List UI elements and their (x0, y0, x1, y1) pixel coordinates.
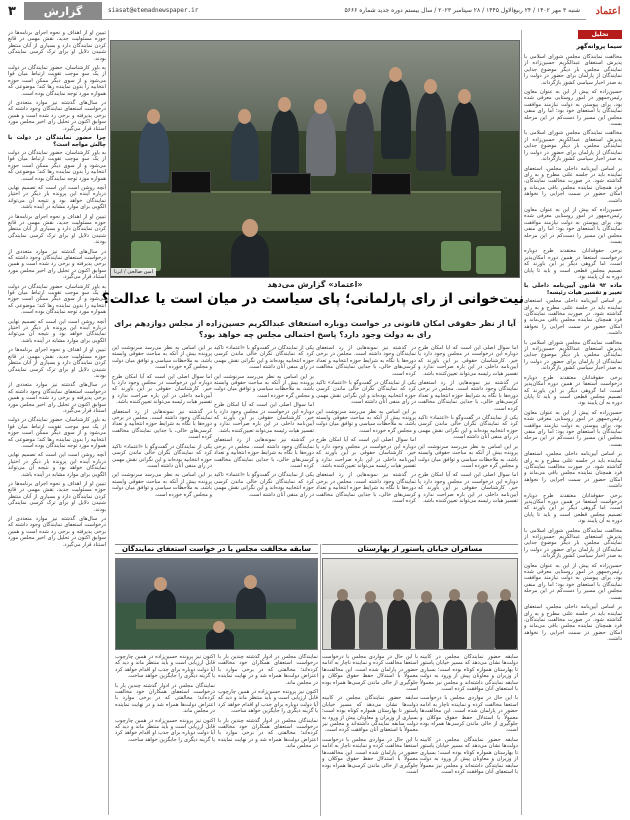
paragraph: به باور کارشناسان، حضور نمایندگان در دولت از یک سو موجب تقویت ارتباط میان قوا می‌شود و از سوی دیگر ممکن است حوزه انتخابیه را بدون نماینده رها کند؛ موضوعی که همواره مورد توجه نمایندگان بوده است. (8, 283, 106, 316)
date-line: شنبه ۳ مهر ۱۴۰۲ / ۲۴ ربیع‌الاول ۱۴۴۵ / ۲۸ سپتامبر ۲۰۲۳ / سال بیستم دوره جدید شماره ۵۶۶۶ (344, 7, 580, 14)
paragraph: بر این اساس به نظر می‌رسد سرنوشت این پرونده بیش از آنکه به مباحث حقوقی وابسته باشد، به ملاحظات سیاسی و توافق میان دولت و مجلس گره خورده است. (316, 408, 416, 434)
photo-monitor (171, 171, 211, 193)
author-line: سیما پروانه‌گهر (576, 43, 622, 50)
column-divider (521, 30, 522, 815)
paragraph: بر این اساس به نظر می‌رسد سرنوشت این پرونده بیش از آنکه به مباحث حقوقی وابسته باشد، به ملاحظات سیاسی و توافق میان دولت و مجلس گره خورده است. (214, 373, 314, 399)
paragraph: اکنون نیز پرونده حسین‌زاده در همین چارچوب قابل ارزیابی است و باید منتظر ماند و دید که آیا دولت دوباره برای جذب او اقدام خواهد کرد یا گزینه دیگری را جایگزین خواهد ساخت. (218, 689, 318, 715)
page-header (0, 0, 630, 22)
paragraph: سابقه حضور نمایندگان مجلس در کابینه دولت‌ها نشان می‌دهد که مسیر خیابان پاستور تا بهارستان همواره کوتاه بوده است؛ بسیاری از وزیران و معاونان پیش از ورود به دولت سابقه نمایندگی داشته‌اند و مجلس نیز معمولاً با استعفای آنان موافقت کرده است. (420, 654, 518, 693)
bottom-column-2 (322, 654, 418, 816)
photo-figure-head (278, 97, 291, 112)
paragraph: به باور کارشناسان، حضور نمایندگان در دولت از یک سو موجب تقویت ارتباط میان قوا می‌شود و از سوی دیگر ممکن است حوزه انتخابیه را بدون نماینده رها کند؛ موضوعی که همواره مورد توجه نمایندگان بوده است. (8, 149, 106, 182)
paragraph: اما سوال اصلی این است که آیا امکان طرح دوباره این درخواست در مجلس وجود دارد یا خیر. کارشناسان حقوقی بر این باورند که آیین‌نامه داخلی در این باره صراحت ندارد و تفسیر هیات رئیسه می‌تواند تعیین‌کننده باشد. (418, 345, 518, 377)
paragraph: با این حال در مواردی مجلس با درخواست استعفا مخالفت کرده و نماینده ناچار به ادامه حضور در پارلمان شده است. این مخالفت‌ها معمولاً با استدلال حفظ حقوق موکلان و جلوگیری از خالی ماندن کرسی‌ها همراه بوده است. (322, 736, 418, 775)
archival-group-photo (322, 558, 518, 650)
photo-figure (231, 121, 259, 181)
photo-speaker-head (242, 219, 258, 237)
paragraph: مخالفت نمایندگان مجلس شورای اسلامی با پذیرش استعفای عبدالکریم حسین‌زاده از نمایندگی مجلس، بار دیگر موضوع جدایی نمایندگان از پارلمان برای حضور در دولت را به صدر اخبار سیاسی کشور بازگرداند. (524, 339, 622, 372)
photo-figure-head (421, 591, 432, 603)
photo-figure (416, 91, 446, 171)
bottom-column-1 (420, 654, 518, 816)
photo-figure-head (244, 575, 257, 589)
section2-title: مسافران خیابان پاستور از بهارستان (322, 544, 518, 554)
photo-monitor (371, 173, 411, 195)
photo-figure-head (238, 109, 251, 124)
photo-caption: امین صالحی / ایرنا (111, 268, 156, 276)
photo-figure (495, 599, 517, 649)
photo-figure-head (393, 589, 404, 601)
header-meta (102, 2, 586, 20)
article-subtitle: آیا از نظر حقوقی امکان قانونی در خواست دوباره استعفای عبدالکریم حسین‌زاده از مجلس دوازدهم برای رای به دولت وجود دارد؟ پاسخ احتمالی مجلس چه خواهد بود؟ (114, 319, 516, 339)
paragraph: اکنون نیز پرونده حسین‌زاده در همین چارچوب قابل ارزیابی است و باید منتظر ماند و دید که آیا دولت دوباره برای جذب او اقدام خواهد کرد یا گزینه دیگری را جایگزین خواهد ساخت. (115, 717, 215, 743)
left-column-text (8, 30, 106, 816)
photo-figure-head (314, 99, 327, 114)
photo-figure (359, 601, 383, 649)
paragraph: حسین‌زاده که پیش از این به عنوان معاون رئیس‌جمهور در امور روستایی معرفی شده بود، برای پیوستن به دولت نیازمند موافقت نمایندگان با استعفای خود بود؛ اما رای منفی مجلس این مسیر را دست‌کم در این مرحله بست. (524, 89, 622, 128)
photo-figure (387, 599, 411, 649)
paragraph: بر اساس آیین‌نامه داخلی مجلس، استعفای نماینده باید در جلسه علنی مطرح و به رای گذاشته شود. در صورت مخالفت نمایندگان، فرد همچنان نماینده مجلس باقی می‌ماند و امکان حضور در سمت اجرایی را نخواهد داشت. (524, 451, 622, 490)
paragraph: در گذشته نیز نمونه‌هایی از رد استعفای نمایندگان وجود داشته است. مجلس در برخی دوره‌ها با نگاه به شرایط حوزه انتخابیه و تعداد کرسی‌های خالی، با جدایی نمایندگان مخالفت کرده است. (418, 380, 518, 412)
photo-monitor (271, 173, 311, 195)
paragraph: به باور کارشناسان، حضور نمایندگان در دولت از یک سو موجب تقویت ارتباط میان قوا می‌شود و از سوی دیگر ممکن است حوزه انتخابیه را بدون نماینده رها کند؛ موضوعی که همواره مورد توجه نمایندگان بوده است. (8, 417, 106, 449)
photo-figure-head (353, 89, 366, 104)
paragraph: اما سوال اصلی این است که آیا امکان طرح دوباره این درخواست در مجلس وجود دارد یا خیر. کارشناسان حقوقی بر این باورند که آیین‌نامه داخلی در این باره صراحت ندارد و تفسیر هیات رئیسه می‌تواند تعیین‌کننده باشد. (214, 402, 314, 434)
photo-figure-head (337, 589, 348, 601)
right-column-text (524, 54, 622, 816)
paragraph: تبیین او از اهداف و نحوه اجرای برنامه‌ها در حوزه مسئولیت جدید، نقش مهمی در قانع کردن نمایندگان دارد و بسیاری از آنان منتظر شنیدن دلایل او برای ترک کرسی نمایندگی بودند. (8, 213, 106, 246)
paragraph: یکی از نمایندگان در گفت‌وگو با «اعتماد» تاکید کرد که نمایندگان نگران خالی ماندن کرسی حوزه انتخابیه بوده‌اند و این نگرانی نقش مهمی در رای منفی آنان داشته است. (214, 345, 314, 371)
column-divider (108, 30, 109, 815)
photo-figure (471, 601, 495, 649)
photo-figure-head (213, 621, 225, 633)
subheading: ماده ۹۲ قانون آیین‌نامه داخلی با تغییر و تفسیر هیات رئیسه! (524, 283, 622, 296)
paragraph: برخی حقوقدانان معتقدند طرح دوباره درخواست استعفا در همین دوره امکان‌پذیر است، اما گروهی دیگر بر این باورند که تصمیم مجلس قطعی است و باید تا پایان دوره به آن پایبند بود. (524, 248, 622, 280)
photo-figure-head (154, 577, 167, 591)
paragraph: در سال‌های گذشته نیز موارد متعددی از درخواست استعفای نمایندگان وجود داشته که برخی پذیرفته و برخی رد شده است و همین سوابق اکنون در تحلیل رای اخیر مجلس مورد استناد قرار می‌گیرد. (8, 382, 106, 414)
paragraph: بر این اساس به نظر می‌رسد سرنوشت این پرونده بیش از آنکه به مباحث حقوقی وابسته باشد، به ملاحظات سیاسی و توافق میان دولت و مجلس گره خورده است. (112, 345, 212, 371)
photo-speaker (231, 233, 269, 278)
paragraph: نمایندگان مجلس در ادوار گذشته چندین بار با درخواست استعفای همکاران خود مخالفت کرده‌اند؛ مخالفتی که در برخی موارد با اعتراض دولت‌ها همراه شد و در نهایت نماینده در مجلس ماند. (218, 654, 318, 686)
paragraph: در سال‌های گذشته نیز موارد متعددی از درخواست استعفای نمایندگان وجود داشته که برخی پذیرفته و برخی رد شده است و همین سوابق اکنون در تحلیل رای اخیر مجلس مورد استناد قرار می‌گیرد. (8, 516, 106, 548)
paragraph: حسین‌زاده که پیش از این به عنوان معاون رئیس‌جمهور در امور روستایی معرفی شده بود، برای پیوستن به دولت نیازمند موافقت نمایندگان با استعفای خود بود؛ اما رای منفی مجلس این مسیر را دست‌کم در این مرحله بست. (524, 562, 622, 601)
paragraph: مخالفت نمایندگان مجلس شورای اسلامی با پذیرش استعفای عبدالکریم حسین‌زاده از نمایندگی مجلس، بار دیگر موضوع جدایی نمایندگان از پارلمان برای حضور در دولت را به صدر اخبار سیاسی کشور بازگرداند. (524, 130, 622, 163)
photo-figure (443, 599, 467, 649)
paragraph: یکی از نمایندگان در گفت‌وگو با «اعتماد» تاکید کرد که نمایندگان نگران خالی ماندن کرسی حوزه انتخابیه بوده‌اند و این نگرانی نقش مهمی در رای منفی آنان داشته است. (418, 415, 518, 441)
paragraph: بر اساس آیین‌نامه داخلی مجلس، استعفای نماینده باید در جلسه علنی مطرح و به رای گذاشته شود. در صورت مخالفت نمایندگان، فرد همچنان نماینده مجلس باقی می‌ماند و امکان حضور در سمت اجرایی را نخواهد داشت. (524, 298, 622, 337)
parliament-session-photo (115, 558, 318, 650)
paragraph: با این حال در مواردی مجلس با درخواست استعفا مخالفت کرده و نماینده ناچار به ادامه حضور در پارلمان شده است. این مخالفت‌ها معمولاً با استدلال حفظ حقوق موکلان و جلوگیری از خالی ماندن کرسی‌ها همراه بوده است. (322, 654, 418, 693)
paragraph: تبیین او از اهداف و نحوه اجرای برنامه‌ها در حوزه مسئولیت جدید، نقش مهمی در قانع کردن نمایندگان دارد و بسیاری از آنان منتظر شنیدن دلایل او برای ترک کرسی نمایندگی بودند. (8, 481, 106, 513)
mid-column-1 (418, 345, 518, 540)
paragraph: آنچه روشن است این است که تصمیم نهایی درباره آینده این پرونده بار دیگر در اختیار نمایندگان خواهد بود و نتیجه آن می‌تواند الگویی برای موارد مشابه در آینده باشد. (8, 318, 106, 344)
category-tag: تحلیل (578, 30, 622, 39)
paragraph: اما سوال اصلی این است که آیا امکان طرح دوباره این درخواست در مجلس وجود دارد یا خیر. کارشناسان حقوقی بر این باورند که آیین‌نامه داخلی در این باره صراحت ندارد و تفسیر هیات رئیسه می‌تواند تعیین‌کننده باشد. (316, 437, 416, 469)
paragraph: تبیین او از اهداف و نحوه اجرای برنامه‌ها در حوزه مسئولیت جدید، نقش مهمی در قانع کردن نمایندگان دارد و بسیاری از آنان منتظر شنیدن دلایل او برای ترک کرسی نمایندگی بودند. (8, 30, 106, 62)
paragraph: در سال‌های گذشته نیز موارد متعددی از درخواست استعفای نمایندگان وجود داشته که برخی پذیرفته و برخی رد شده است و همین سوابق اکنون در تحلیل رای اخیر مجلس مورد استناد قرار می‌گیرد. (8, 100, 106, 132)
paragraph: یکی از نمایندگان در گفت‌وگو با «اعتماد» تاکید کرد که نمایندگان نگران خالی ماندن کرسی حوزه انتخابیه بوده‌اند و این نگرانی نقش مهمی در رای منفی آنان داشته است. (214, 472, 314, 498)
paragraph: به باور کارشناسان، حضور نمایندگان در دولت از یک سو موجب تقویت ارتباط میان قوا می‌شود و از سوی دیگر ممکن است حوزه انتخابیه را بدون نماینده رها کند؛ موضوعی که همواره مورد توجه نمایندگان بوده است. (8, 65, 106, 97)
paragraph: برخی حقوقدانان معتقدند طرح دوباره درخواست استعفا در همین دوره امکان‌پذیر است، اما گروهی دیگر بر این باورند که تصمیم مجلس قطعی است و باید تا پایان دوره به آن پایبند بود. (524, 374, 622, 407)
section3-title: سابقه مخالفت مجلس با در خواست استعفای نمایندگان (115, 544, 318, 554)
photo-figure-head (389, 67, 402, 82)
paragraph: در گذشته نیز نمونه‌هایی از رد استعفای نمایندگان وجود داشته است. مجلس در برخی دوره‌ها با نگاه به شرایط حوزه انتخابیه و تعداد کرسی‌های خالی، با جدایی نمایندگان مخالفت کرده است. (112, 408, 212, 441)
website-link[interactable]: siasat@etemadnewspaper.ir (108, 7, 199, 14)
photo-figure-head (449, 589, 460, 601)
paragraph: نمایندگان مجلس در ادوار گذشته چندین بار با درخواست استعفای همکاران خود مخالفت کرده‌اند؛ مخالفتی که در برخی موارد با اعتراض دولت‌ها همراه شد و در نهایت نماینده در مجلس ماند. (115, 682, 215, 715)
mid-column-3 (214, 345, 314, 540)
photo-figure (271, 109, 299, 177)
main-photo-parliament (110, 40, 520, 278)
photo-figure-head (147, 109, 160, 124)
paragraph: اما سوال اصلی این است که آیا امکان طرح دوباره این درخواست در مجلس وجود دارد یا خیر. کارشناسان حقوقی بر این باورند که آیین‌نامه داخلی در این باره صراحت ندارد و تفسیر هیات رئیسه می‌تواند تعیین‌کننده باشد. (112, 373, 212, 406)
paragraph: تبیین او از اهداف و نحوه اجرای برنامه‌ها در حوزه مسئولیت جدید، نقش مهمی در قانع کردن نمایندگان دارد و بسیاری از آنان منتظر شنیدن دلایل او برای ترک کرسی نمایندگی بودند. (8, 347, 106, 379)
paragraph: در سال‌های گذشته نیز موارد متعددی از درخواست استعفای نمایندگان وجود داشته که برخی پذیرفته و برخی رد شده است و همین سوابق اکنون در تحلیل رای اخیر مجلس مورد استناد قرار می‌گیرد. (8, 248, 106, 281)
photo-figure (306, 111, 336, 176)
mid-column-2 (316, 345, 416, 540)
page-number: ۳ (8, 3, 16, 19)
photo-figure (451, 101, 479, 176)
paragraph: آنچه روشن است این است که تصمیم نهایی درباره آینده این پرونده بار دیگر در اختیار نمایندگان خواهد بود و نتیجه آن می‌تواند الگویی برای موارد مشابه در آینده باشد. (8, 184, 106, 211)
paragraph: یکی از نمایندگان در گفت‌وگو با «اعتماد» تاکید کرد که نمایندگان نگران خالی ماندن کرسی حوزه انتخابیه بوده‌اند و این نگرانی نقش مهمی در رای منفی آنان داشته است. (112, 443, 212, 469)
photo-figure-head (500, 589, 511, 601)
paragraph: مخالفت نمایندگان مجلس شورای اسلامی با پذیرش استعفای عبدالکریم حسین‌زاده از نمایندگی مجلس، بار دیگر موضوع جدایی نمایندگان از پارلمان برای حضور در دولت را به صدر اخبار سیاسی کشور بازگرداند. (524, 527, 622, 560)
article-kicker: «اعتماد» گزارش می‌دهد (267, 280, 363, 289)
photo-figure (415, 601, 439, 649)
paragraph: بر این اساس به نظر می‌رسد سرنوشت این پرونده بیش از آنکه به مباحث حقوقی وابسته باشد، به ملاحظات سیاسی و توافق میان دولت و مجلس گره خورده است. (112, 472, 212, 498)
bottom-column-3 (218, 654, 318, 816)
column-divider (320, 544, 321, 816)
paragraph: آنچه روشن است این است که تصمیم نهایی درباره آینده این پرونده بار دیگر در اختیار نمایندگان خواهد بود و نتیجه آن می‌تواند الگویی برای موارد مشابه در آینده باشد. (8, 452, 106, 478)
mid-column-4 (112, 345, 212, 540)
photo-figure-head (365, 591, 376, 603)
paragraph: بر اساس آیین‌نامه داخلی مجلس، استعفای نماینده باید در جلسه علنی مطرح و به رای گذاشته شود. در صورت مخالفت نمایندگان، فرد همچنان نماینده مجلس باقی می‌ماند و امکان حضور در سمت اجرایی را نخواهد داشت. (524, 165, 622, 204)
paragraph: در گذشته نیز نمونه‌هایی از رد استعفای نمایندگان وجود داشته است. مجلس در برخی دوره‌ها با نگاه به شرایط حوزه انتخابیه و تعداد کرسی‌های خالی، با جدایی نمایندگان مخالفت کرده است. (214, 437, 314, 469)
photo-figure (331, 599, 355, 649)
paragraph: برخی حقوقدانان معتقدند طرح دوباره درخواست استعفا در همین دوره امکان‌پذیر است، اما گروهی دیگر بر این باورند که تصمیم مجلس قطعی است و باید تا پایان دوره به آن پایبند بود. (524, 492, 622, 525)
paragraph: حسین‌زاده که پیش از این به عنوان معاون رئیس‌جمهور در امور روستایی معرفی شده بود، برای پیوستن به دولت نیازمند موافقت نمایندگان با استعفای خود بود؛ اما رای منفی مجلس این مسیر را دست‌کم در این مرحله بست. (524, 409, 622, 448)
article-headline: نیت‌خوانی از رای پارلمانی؛ پای سیاست در میان است یا عدالت؟ (101, 291, 524, 307)
photo-figure-head (458, 89, 471, 104)
paragraph: یکی از نمایندگان در گفت‌وگو با «اعتماد» تاکید کرد که نمایندگان نگران خالی ماندن کرسی حوزه انتخابیه بوده‌اند و این نگرانی نقش مهمی در رای منفی آنان داشته است. (316, 380, 416, 406)
photo-background (323, 559, 517, 599)
paragraph: اما سوال اصلی این است که آیا امکان طرح دوباره این درخواست در مجلس وجود دارد یا خیر. کارشناسان حقوقی بر این باورند که آیین‌نامه داخلی در این باره صراحت ندارد و تفسیر هیات رئیسه می‌تواند تعیین‌کننده باشد. (418, 472, 518, 504)
photo-figure (139, 121, 169, 183)
subheading: چرا حضور نمایندگان در دولت با چالش مواجه است؟ (8, 135, 106, 148)
photo-chair (131, 241, 161, 271)
paragraph: نمایندگان مجلس در ادوار گذشته چندین بار با درخواست استعفای همکاران خود مخالفت کرده‌اند؛ مخالفتی که در برخی موارد با اعتراض دولت‌ها همراه شد و در نهایت نماینده در مجلس ماند. (218, 717, 318, 750)
paragraph: اکنون نیز پرونده حسین‌زاده در همین چارچوب قابل ارزیابی است و باید منتظر ماند و دید که آیا دولت دوباره برای جذب او اقدام خواهد کرد یا گزینه دیگری را جایگزین خواهد ساخت. (115, 654, 215, 680)
paragraph: در گذشته نیز نمونه‌هایی از رد استعفای نمایندگان وجود داشته است. مجلس در برخی دوره‌ها با نگاه به شرایط حوزه انتخابیه و تعداد کرسی‌های خالی، با جدایی نمایندگان مخالفت کرده است. (316, 345, 416, 377)
photo-figure (346, 101, 374, 173)
paragraph: در گذشته نیز نمونه‌هایی از رد استعفای نمایندگان وجود داشته است. مجلس در برخی دوره‌ها با نگاه به شرایط حوزه انتخابیه و تعداد کرسی‌های خالی، با جدایی نمایندگان مخالفت کرده است. (316, 472, 416, 504)
photo-figure-head (424, 79, 437, 94)
newspaper-logo: اعتماد (595, 5, 621, 17)
photo-desk (131, 191, 501, 231)
photo-figure-head (477, 591, 488, 603)
photo-figure (381, 79, 411, 159)
paragraph: سابقه حضور نمایندگان مجلس در کابینه دولت‌ها نشان می‌دهد که مسیر خیابان پاستور تا بهارستان همواره کوتاه بوده است؛ بسیاری از وزیران و معاونان پیش از ورود به دولت سابقه نمایندگی داشته‌اند و مجلس نیز معمولاً با استعفای آنان موافقت کرده است. (322, 695, 418, 734)
section-label: گزارش (24, 2, 102, 20)
paragraph: بر اساس آیین‌نامه داخلی مجلس، استعفای نماینده باید در جلسه علنی مطرح و به رای گذاشته شود. در صورت مخالفت نمایندگان، فرد همچنان نماینده مجلس باقی می‌ماند و امکان حضور در سمت اجرایی را نخواهد داشت. (524, 604, 622, 643)
paragraph: مخالفت نمایندگان مجلس شورای اسلامی با پذیرش استعفای عبدالکریم حسین‌زاده از نمایندگی مجلس، بار دیگر موضوع جدایی نمایندگان از پارلمان برای حضور در دولت را به صدر اخبار سیاسی کشور بازگرداند. (524, 54, 622, 86)
photo-chair (441, 241, 471, 271)
paragraph: بر این اساس به نظر می‌رسد سرنوشت این پرونده بیش از آنکه به مباحث حقوقی وابسته باشد، به ملاحظات سیاسی و توافق میان دولت و مجلس گره خورده است. (418, 443, 518, 469)
paragraph: حسین‌زاده که پیش از این به عنوان معاون رئیس‌جمهور در امور روستایی معرفی شده بود، برای پیوستن به دولت نیازمند موافقت نمایندگان با استعفای خود بود؛ اما رای منفی مجلس این مسیر را دست‌کم در این مرحله بست. (524, 206, 622, 245)
paragraph: با این حال در مواردی مجلس با درخواست استعفا مخالفت کرده و نماینده ناچار به ادامه حضور در پارلمان شده است. این مخالفت‌ها معمولاً با استدلال حفظ حقوق موکلان و جلوگیری از خالی ماندن کرسی‌ها همراه بوده است. (420, 695, 518, 734)
photo-chair (476, 246, 506, 274)
bottom-column-4 (115, 654, 215, 816)
paragraph: سابقه حضور نمایندگان مجلس در کابینه دولت‌ها نشان می‌دهد که مسیر خیابان پاستور تا بهارستان همواره کوتاه بوده است؛ بسیاری از وزیران و معاونان پیش از ورود به دولت سابقه نمایندگی داشته‌اند و مجلس نیز معمولاً با استعفای آنان موافقت کرده است. (420, 736, 518, 775)
